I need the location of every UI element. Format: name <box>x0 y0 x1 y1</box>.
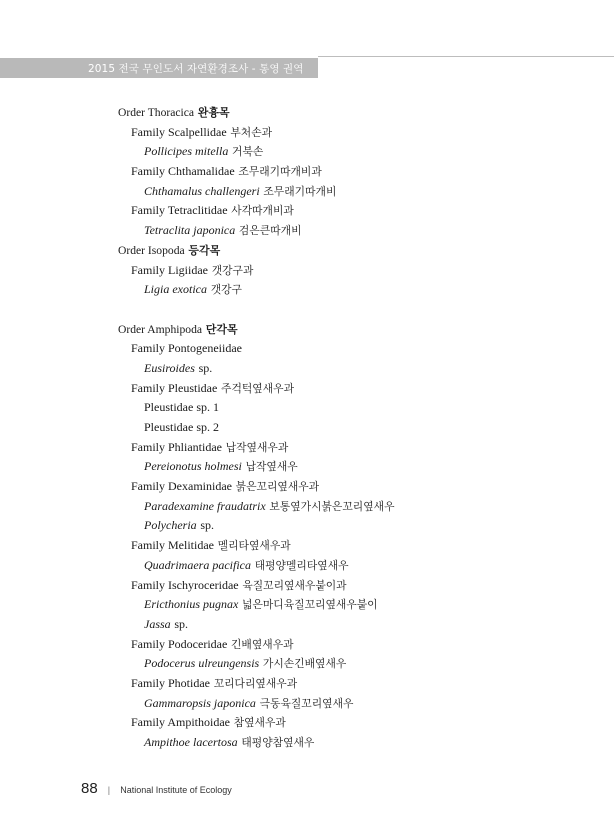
korean-name: 조무래기따개비 <box>263 184 337 198</box>
family-row <box>0 536 614 556</box>
species-row <box>0 359 614 379</box>
species-row <box>0 556 614 576</box>
korean-name: 넓은마디육질꼬리옆새우붙이 <box>242 598 378 612</box>
family-row <box>0 201 614 221</box>
korean-name: 납작옆새우과 <box>225 440 289 454</box>
family-row <box>0 477 614 497</box>
species-row <box>0 654 614 674</box>
korean-name: 부처손과 <box>230 125 273 139</box>
latin-name: Paradexamine fraudatrix <box>144 498 266 513</box>
latin-name: Quadrimaera pacifica <box>144 557 251 572</box>
latin-name: Family Podoceridae <box>131 636 228 651</box>
latin-name: Family Dexaminidae <box>131 479 232 494</box>
page-footer <box>81 778 232 798</box>
family-row <box>0 379 614 399</box>
species-row <box>0 497 614 517</box>
latin-name: Chthamalus challengeri <box>144 183 260 198</box>
species-row <box>0 457 614 477</box>
latin-name: Family Tetraclitidae <box>131 203 228 218</box>
institution-name: National Institute of Ecology <box>120 785 232 795</box>
family-row <box>0 635 614 655</box>
korean-name: 주걱턱옆새우과 <box>221 381 295 395</box>
korean-name: 사각따개비과 <box>231 204 294 218</box>
latin-name: Polycheria <box>144 518 197 533</box>
latin-name: Family Ampithoidae <box>131 715 230 730</box>
latin-name: Jassa <box>144 616 171 631</box>
family-row <box>0 438 614 458</box>
latin-name: Ligia exotica <box>144 282 207 297</box>
korean-name: 납작옆새우 <box>245 460 298 474</box>
latin-name: Family Scalpellidae <box>131 124 227 139</box>
korean-name: 극동육질꼬리옆새우 <box>259 696 354 710</box>
korean-name: 완흉목 <box>197 106 230 119</box>
korean-name: 꼬리다리옆새우과 <box>213 676 298 690</box>
latin-name: Family Pontogeneiidae <box>131 341 242 356</box>
korean-name: 갯강구과 <box>211 263 254 277</box>
latin-name: Family Chthamalidae <box>131 164 235 179</box>
korean-name: 단각목 <box>205 322 238 336</box>
korean-name: 태평양멜리타옆새우 <box>254 558 349 572</box>
species-row <box>0 615 614 635</box>
species-row <box>0 694 614 714</box>
species-row <box>0 733 614 753</box>
latin-name: Pleustidae sp. 2 <box>144 420 219 434</box>
latin-name: Family Photidae <box>131 675 210 690</box>
latin-name: Family Ischyroceridae <box>131 577 239 592</box>
korean-name: 참옆새우과 <box>233 716 286 730</box>
korean-name: 등각목 <box>188 243 221 257</box>
korean-name: 조무래기따개비과 <box>238 165 322 179</box>
korean-name: 태평양참옆새우 <box>241 736 315 749</box>
footer-separator: | <box>107 785 111 795</box>
latin-name: Tetraclita japonica <box>144 223 236 238</box>
family-row <box>0 123 614 143</box>
korean-name: 갯강구 <box>210 283 242 297</box>
korean-name: 붉은꼬리옆새우과 <box>235 480 320 494</box>
species-suffix: sp. <box>198 360 213 375</box>
order-row <box>0 103 614 123</box>
korean-name: 멜리타옆새우과 <box>217 539 291 553</box>
species-suffix: sp. <box>200 518 215 533</box>
latin-name: Gammaropsis japonica <box>144 695 256 710</box>
latin-name: Ericthonius pugnax <box>144 597 239 612</box>
header-rule <box>318 56 614 57</box>
family-row <box>0 713 614 733</box>
latin-name: Family Ligiidae <box>131 262 208 277</box>
species-row <box>0 398 614 418</box>
latin-name: Pleustidae sp. 1 <box>144 400 219 415</box>
family-row <box>0 162 614 182</box>
korean-name: 검은큰따개비 <box>238 224 302 238</box>
latin-name: Order Thoracica <box>118 106 195 119</box>
latin-name: Pereionotus holmesi <box>144 459 242 474</box>
species-row <box>0 221 614 241</box>
page-number: 88 <box>81 780 98 797</box>
korean-name: 긴배옆새우과 <box>231 637 294 651</box>
latin-name: Order Amphipoda <box>118 322 203 336</box>
latin-name: Ampithoe lacertosa <box>144 735 238 749</box>
latin-name: Eusiroides <box>144 360 195 375</box>
section-gap <box>0 300 614 320</box>
species-row <box>0 142 614 162</box>
species-suffix: sp. <box>174 616 189 631</box>
species-row <box>0 516 614 536</box>
family-row <box>0 261 614 281</box>
order-row <box>0 320 614 340</box>
latin-name: Pollicipes mitella <box>144 144 229 159</box>
korean-name: 육질꼬리옆새우붙이과 <box>242 578 347 592</box>
family-row <box>0 339 614 359</box>
family-row <box>0 576 614 596</box>
korean-name: 보통옆가시붉은꼬리옆새우 <box>269 499 395 513</box>
latin-name: Podocerus ulreungensis <box>144 656 260 671</box>
latin-name: Order Isopoda <box>118 243 185 257</box>
order-row <box>0 241 614 261</box>
latin-name: Family Melitidae <box>131 538 214 553</box>
korean-name: 가시손긴배옆새우 <box>262 657 347 671</box>
running-header: 2015 전국 무인도서 자연환경조사 - 통영 권역 <box>88 63 304 75</box>
species-row <box>0 280 614 300</box>
species-row <box>0 182 614 202</box>
family-row <box>0 674 614 694</box>
korean-name: 거북손 <box>232 145 264 159</box>
latin-name: Family Phliantidae <box>131 439 222 454</box>
species-row <box>0 418 614 438</box>
latin-name: Family Pleustidae <box>131 380 218 395</box>
taxonomy-list <box>0 103 614 753</box>
species-row <box>0 595 614 615</box>
